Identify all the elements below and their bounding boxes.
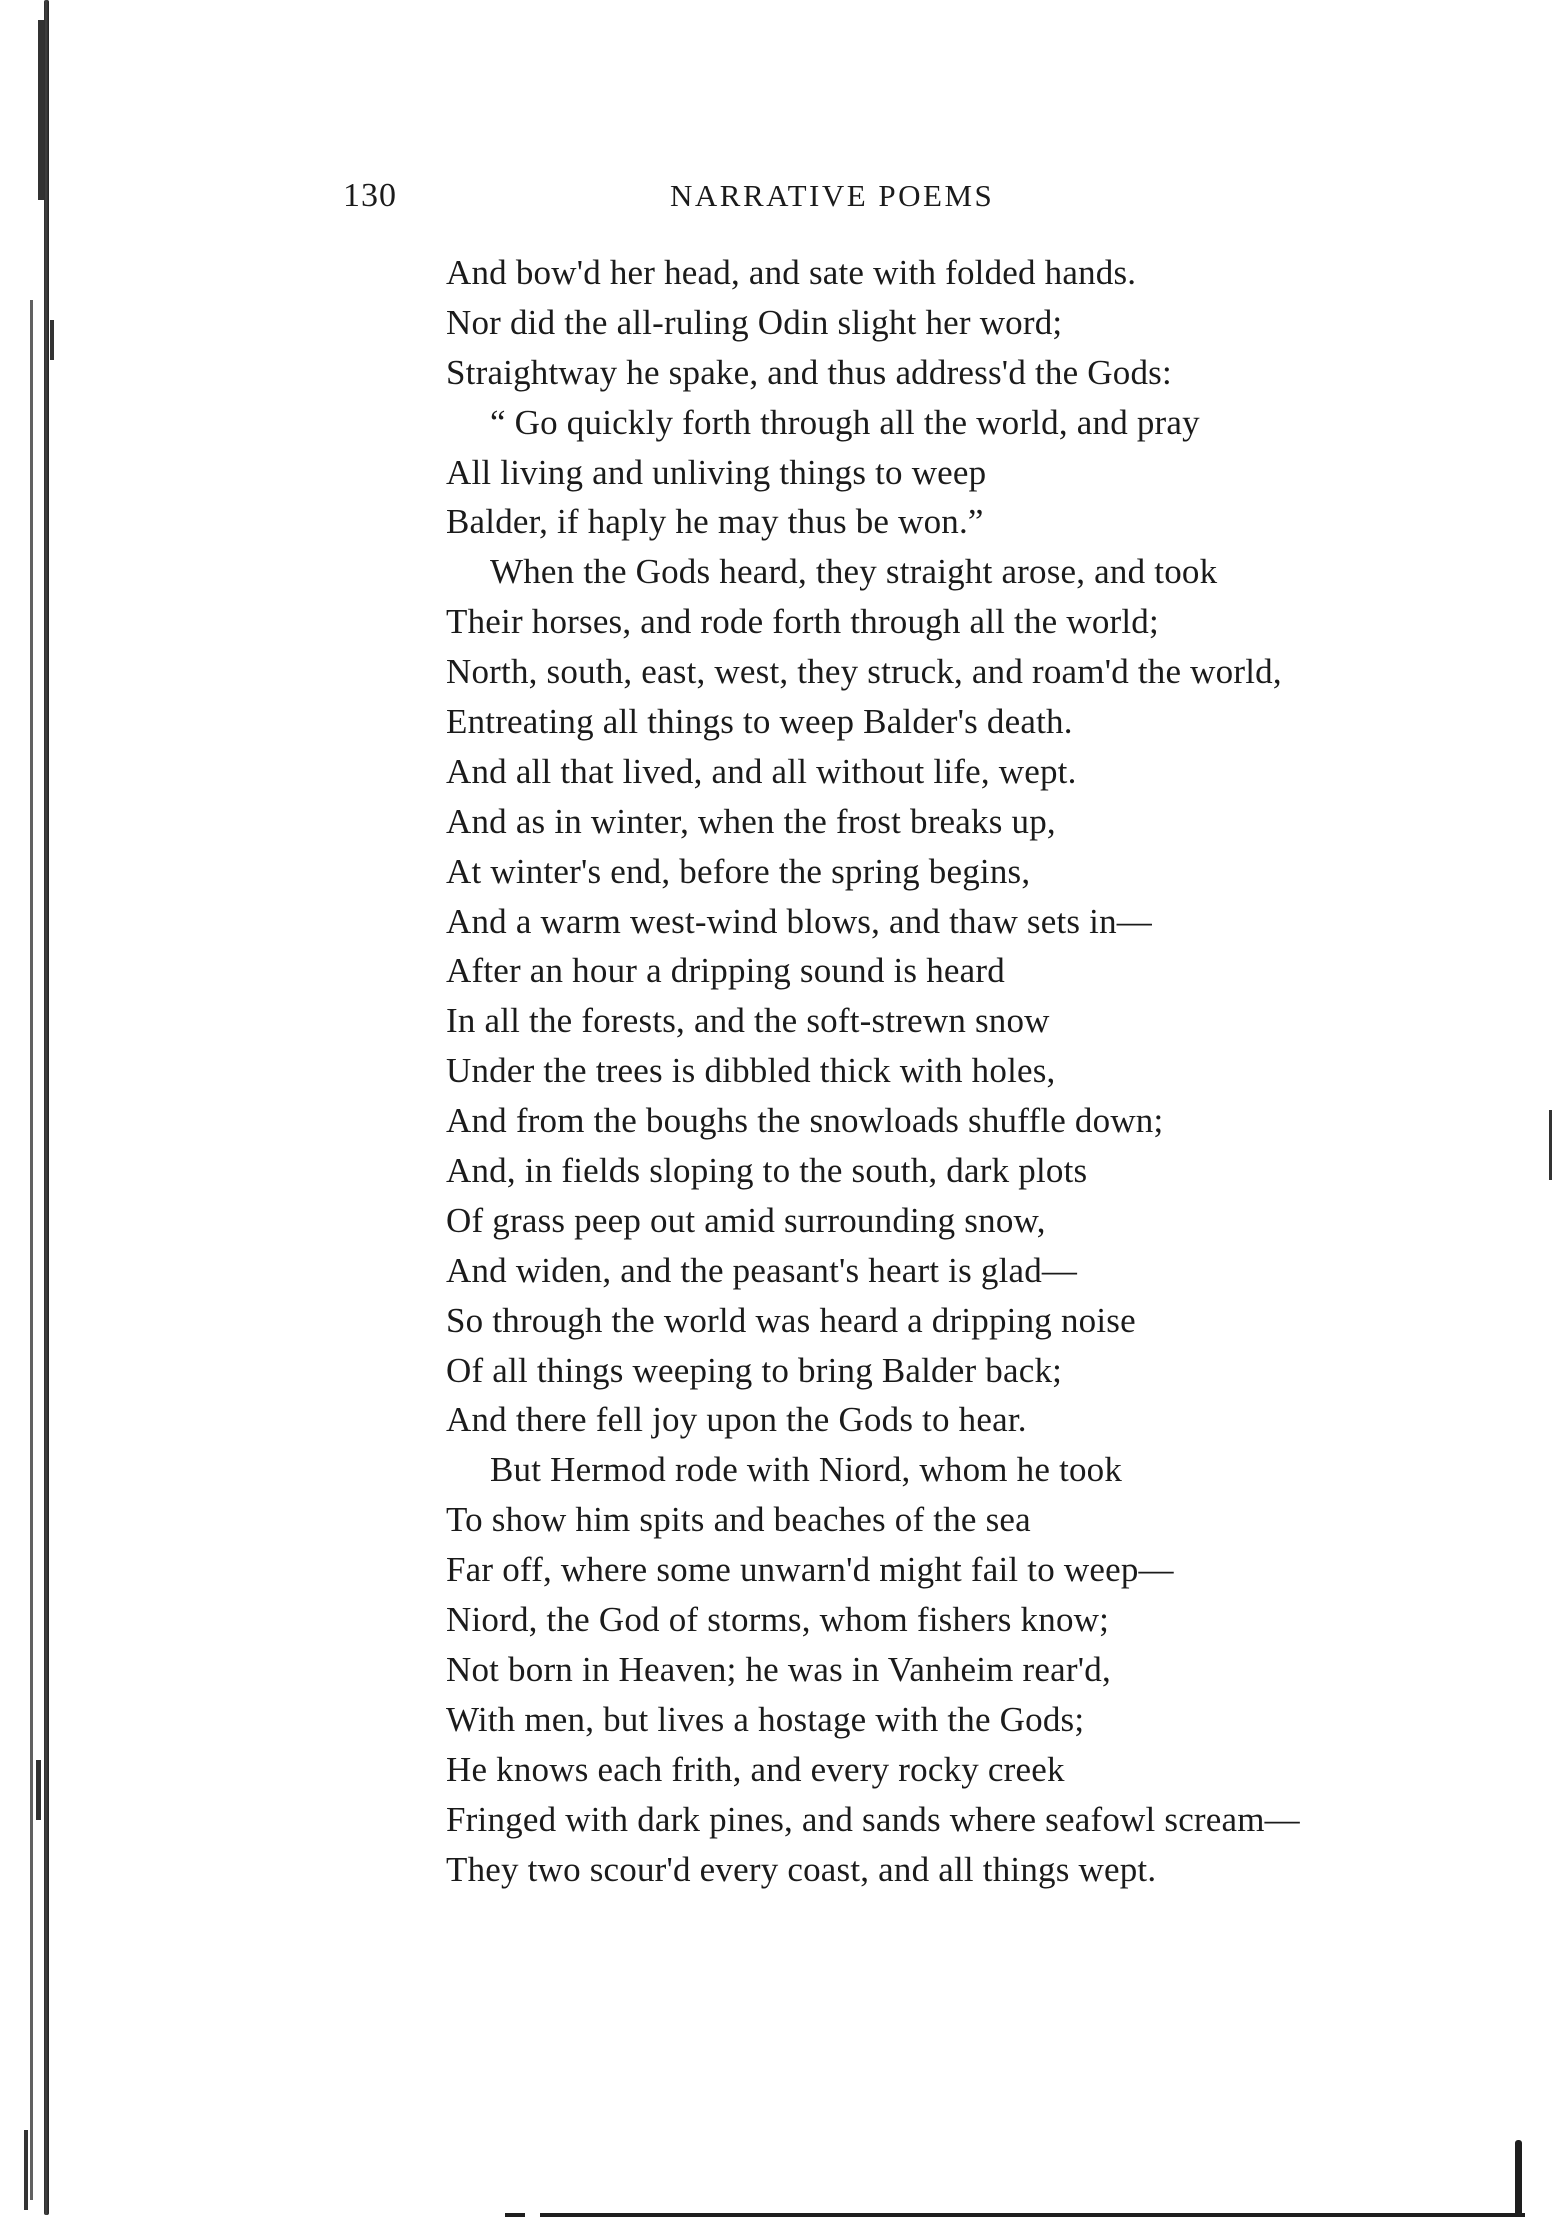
poem-line: After an hour a dripping sound is heard xyxy=(446,951,1005,991)
poem-line: Fringed with dark pines, and sands where seafowl scream— xyxy=(446,1799,1300,1839)
bottom-rule-hook xyxy=(1515,2140,1522,2216)
poem-line: With men, but lives a hostage with the Gods; xyxy=(446,1699,1085,1739)
poem-line: When the Gods heard, they straight arose, and took xyxy=(490,552,1218,592)
poem-line: All living and unliving things to weep xyxy=(446,452,987,492)
poem-line: North, south, east, west, they struck, and roam'd the world, xyxy=(446,652,1282,692)
edge-mark xyxy=(1549,1110,1552,1180)
poem-line: Entreating all things to weep Balder's death. xyxy=(446,702,1073,742)
poem-line: And, in fields sloping to the south, dark plots xyxy=(446,1151,1088,1191)
binding-edge xyxy=(44,0,49,2215)
bottom-rule xyxy=(485,2213,1525,2217)
page-number: 130 xyxy=(343,177,397,214)
binding-speck xyxy=(50,320,54,360)
poem-line: Not born in Heaven; he was in Vanheim rear'd, xyxy=(446,1649,1111,1689)
poem-line: “ Go quickly forth through all the world, and pray xyxy=(490,402,1200,442)
poem-line: So through the world was heard a dripping noise xyxy=(446,1300,1136,1340)
poem-line: In all the forests, and the soft-strewn snow xyxy=(446,1001,1050,1041)
binding-speck xyxy=(24,2130,28,2210)
poem-line: Straightway he spake, and thus address'd the Gods: xyxy=(446,352,1172,392)
poem-line: Their horses, and rode forth through all the world; xyxy=(446,602,1159,642)
poem-line: Under the trees is dibbled thick with holes, xyxy=(446,1051,1056,1091)
poem-line: Of all things weeping to bring Balder back; xyxy=(446,1350,1063,1390)
poem-line: Nor did the all-ruling Odin slight her word; xyxy=(446,302,1063,342)
poem-line: And as in winter, when the frost breaks up, xyxy=(446,801,1056,841)
poem-line: And there fell joy upon the Gods to hear. xyxy=(446,1400,1027,1440)
poem-line: To show him spits and beaches of the sea xyxy=(446,1500,1031,1540)
poem-line: At winter's end, before the spring begins, xyxy=(446,851,1031,891)
running-title: NARRATIVE POEMS xyxy=(670,178,995,213)
poem-line: He knows each frith, and every rocky creek xyxy=(446,1749,1065,1789)
binding-speck xyxy=(36,1760,41,1820)
poem-line: But Hermod rode with Niord, whom he took xyxy=(490,1450,1123,1490)
poem-line: And a warm west-wind blows, and thaw sets in— xyxy=(446,901,1152,941)
poem-line: They two scour'd every coast, and all things wept. xyxy=(446,1849,1157,1889)
poem-line: And all that lived, and all without life, wept. xyxy=(446,751,1077,791)
poem-line: Balder, if haply he may thus be won.” xyxy=(446,502,984,542)
poem-line: Far off, where some unwarn'd might fail to weep— xyxy=(446,1550,1174,1590)
poem-line: Niord, the God of storms, whom fishers know; xyxy=(446,1600,1110,1640)
binding-gutter xyxy=(0,0,60,2235)
poem-line: And widen, and the peasant's heart is glad— xyxy=(446,1250,1078,1290)
binding-speck xyxy=(38,20,44,200)
binding-shadow xyxy=(30,300,33,2200)
poem-line: And from the boughs the snowloads shuffle down; xyxy=(446,1101,1164,1141)
poem-line: And bow'd her head, and sate with folded hands. xyxy=(446,253,1137,292)
poem-line: Of grass peep out amid surrounding snow, xyxy=(446,1200,1046,1240)
poem-text xyxy=(446,248,1526,1894)
